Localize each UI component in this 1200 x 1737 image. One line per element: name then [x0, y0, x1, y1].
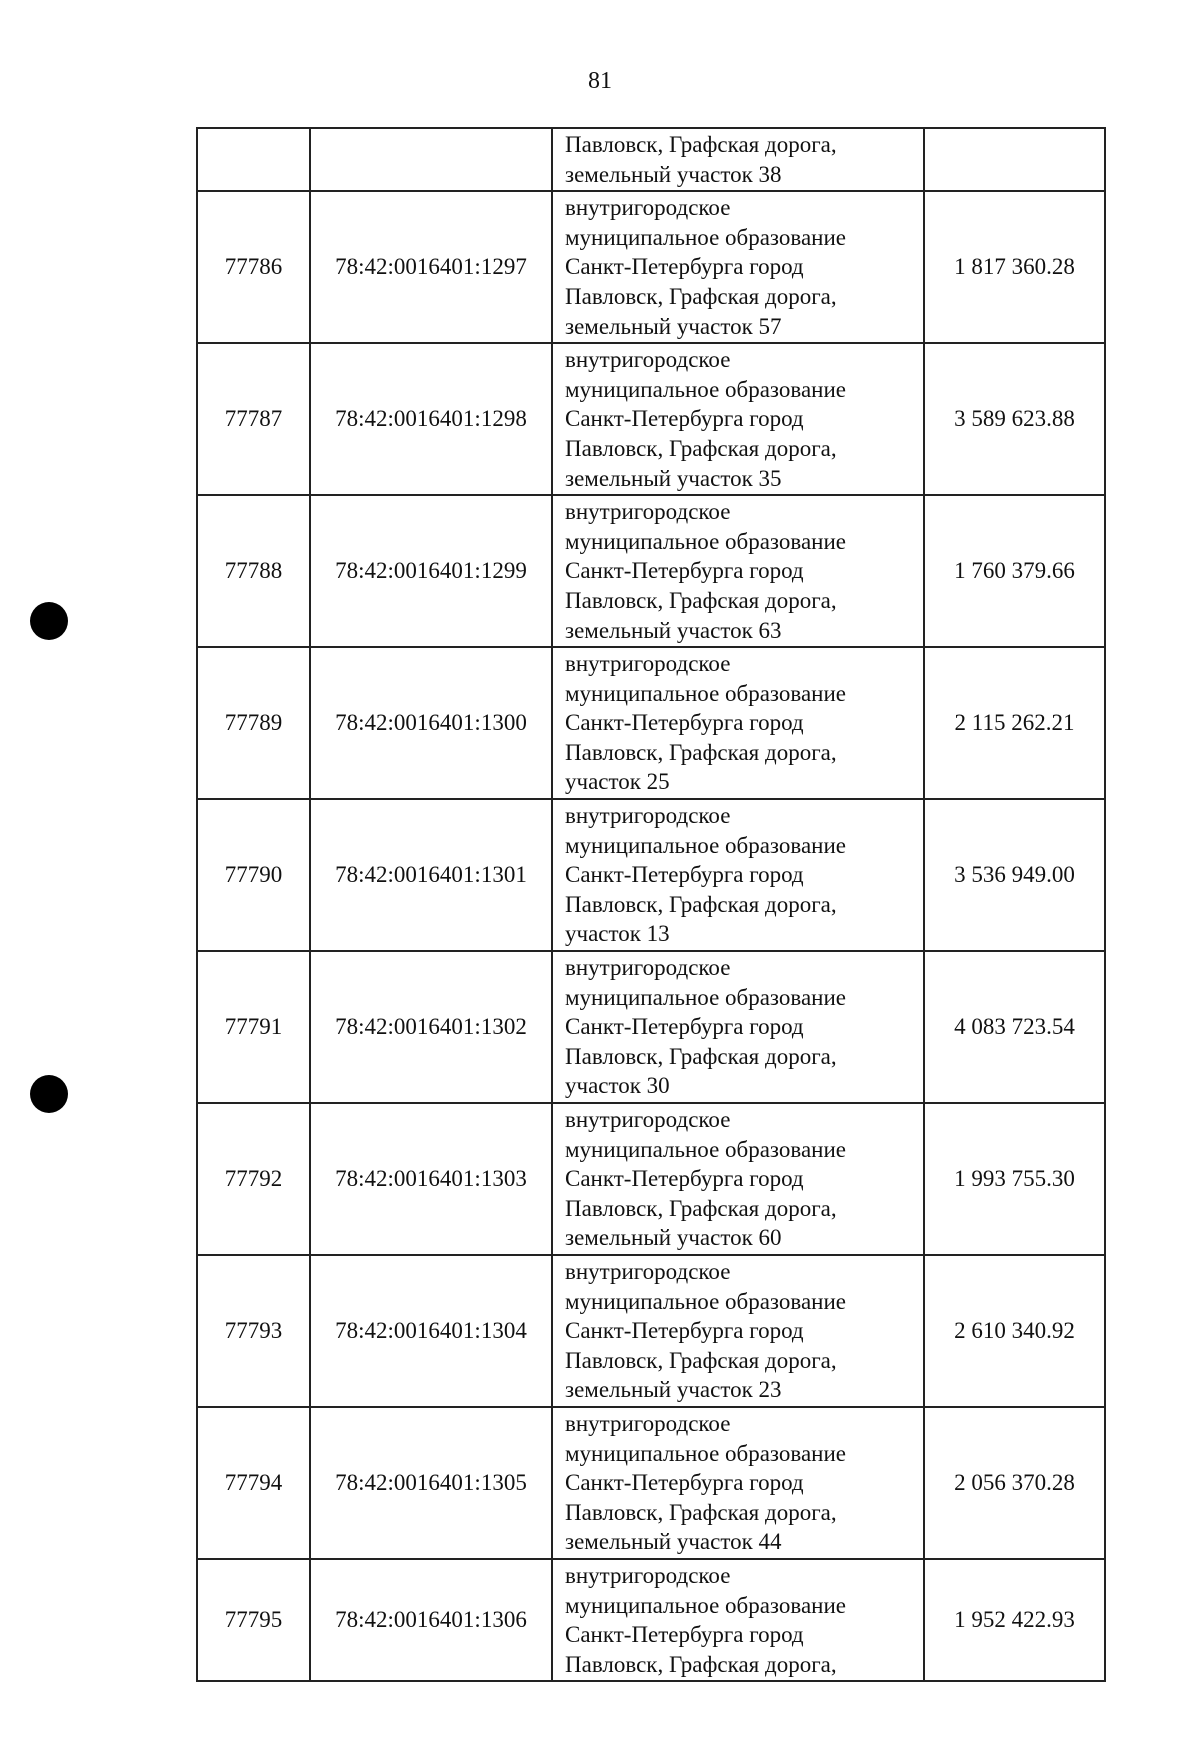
address-cell	[552, 191, 924, 343]
address-line: муниципальное образование	[565, 1592, 846, 1618]
address-line: внутригородское	[565, 803, 731, 829]
address-line: земельный участок 23	[565, 1377, 782, 1403]
punch-hole	[30, 602, 68, 640]
cadastral-number-cell: 78:42:0016401:1301	[310, 799, 552, 951]
punch-hole	[30, 1075, 68, 1113]
address-line: муниципальное образование	[565, 680, 846, 706]
record-number-cell: 77795	[197, 1559, 310, 1681]
address-line: муниципальное образование	[565, 1288, 846, 1314]
cadastral-value-cell: 3 589 623.88	[924, 343, 1105, 495]
address-line: Санкт-Петербурга город	[565, 710, 804, 736]
address-line: Павловск, Графская дорога,	[565, 1651, 837, 1677]
address-line: внутригородское	[565, 955, 731, 981]
cadastral-number-cell: 78:42:0016401:1302	[310, 951, 552, 1103]
address-line: внутригородское	[565, 195, 731, 221]
cadastral-number-cell: 78:42:0016401:1303	[310, 1103, 552, 1255]
address-line: Павловск, Графская дорога,	[565, 132, 837, 157]
address-line: муниципальное образование	[565, 1136, 846, 1162]
address-cell	[552, 951, 924, 1103]
address-line: Павловск, Графская дорога,	[565, 587, 837, 613]
table-row	[197, 495, 1105, 647]
address-cell	[552, 128, 924, 191]
record-number-cell: 77794	[197, 1407, 310, 1559]
table-row	[197, 1103, 1105, 1255]
cadastral-number-cell	[310, 128, 552, 191]
address-line: Павловск, Графская дорога,	[565, 435, 837, 461]
record-number-cell: 77790	[197, 799, 310, 951]
address-line: земельный участок 44	[565, 1529, 782, 1555]
address-line: Санкт-Петербурга город	[565, 1470, 804, 1496]
cadastral-value-cell: 4 083 723.54	[924, 951, 1105, 1103]
cadastral-value-cell: 3 536 949.00	[924, 799, 1105, 951]
address-line: Санкт-Петербурга город	[565, 254, 804, 280]
record-number-cell: 77792	[197, 1103, 310, 1255]
cadastral-number-cell: 78:42:0016401:1298	[310, 343, 552, 495]
table-row	[197, 343, 1105, 495]
address-line: Павловск, Графская дорога,	[565, 1195, 837, 1221]
page-number: 81	[588, 68, 612, 94]
address-line: участок 30	[565, 1073, 670, 1099]
record-number-cell: 77787	[197, 343, 310, 495]
address-cell	[552, 495, 924, 647]
address-line: земельный участок 35	[565, 465, 782, 491]
record-number-cell: 77786	[197, 191, 310, 343]
address-line: внутригородское	[565, 499, 731, 525]
address-line: Павловск, Графская дорога,	[565, 739, 837, 765]
address-cell	[552, 1407, 924, 1559]
address-line: внутригородское	[565, 1562, 731, 1588]
cadastral-value-cell: 2 056 370.28	[924, 1407, 1105, 1559]
cadastral-value-cell: 1 817 360.28	[924, 191, 1105, 343]
address-line: Санкт-Петербурга город	[565, 1166, 804, 1192]
address-line: Санкт-Петербурга город	[565, 1318, 804, 1344]
cadastral-value-cell	[924, 128, 1105, 191]
address-line: Павловск, Графская дорога,	[565, 1043, 837, 1069]
address-line: муниципальное образование	[565, 832, 846, 858]
address-line: земельный участок 38	[565, 161, 782, 187]
cadastral-number-cell: 78:42:0016401:1306	[310, 1559, 552, 1681]
address-line: муниципальное образование	[565, 376, 846, 402]
address-line: муниципальное образование	[565, 224, 846, 250]
address-line: земельный участок 60	[565, 1225, 782, 1251]
cadastral-number-cell: 78:42:0016401:1305	[310, 1407, 552, 1559]
cadastral-value-cell: 2 115 262.21	[924, 647, 1105, 799]
address-line: Санкт-Петербурга город	[565, 406, 804, 432]
table-body	[197, 128, 1105, 1681]
address-line: внутригородское	[565, 651, 731, 677]
address-line: участок 13	[565, 921, 670, 947]
address-line: Санкт-Петербурга город	[565, 1014, 804, 1040]
address-cell	[552, 1255, 924, 1407]
land-plot-table	[196, 127, 1106, 1682]
address-line: муниципальное образование	[565, 984, 846, 1010]
address-cell	[552, 799, 924, 951]
record-number-cell: 77789	[197, 647, 310, 799]
address-cell	[552, 1103, 924, 1255]
record-number-cell: 77793	[197, 1255, 310, 1407]
address-cell	[552, 1559, 924, 1681]
cadastral-number-cell: 78:42:0016401:1304	[310, 1255, 552, 1407]
table-row	[197, 128, 1105, 191]
table-row	[197, 647, 1105, 799]
record-number-cell	[197, 128, 310, 191]
address-line: участок 25	[565, 769, 670, 795]
table-row	[197, 1407, 1105, 1559]
table-row	[197, 799, 1105, 951]
address-line: внутригородское	[565, 1410, 731, 1436]
table-row	[197, 951, 1105, 1103]
address-line: Павловск, Графская дорога,	[565, 283, 837, 309]
address-line: муниципальное образование	[565, 1440, 846, 1466]
address-line: внутригородское	[565, 1107, 731, 1132]
address-line: внутригородское	[565, 347, 731, 373]
cadastral-number-cell: 78:42:0016401:1300	[310, 647, 552, 799]
address-line: Санкт-Петербурга город	[565, 862, 804, 888]
address-line: Павловск, Графская дорога,	[565, 1347, 837, 1373]
address-cell	[552, 343, 924, 495]
address-cell	[552, 647, 924, 799]
address-line: внутригородское	[565, 1258, 731, 1284]
cadastral-value-cell: 1 952 422.93	[924, 1559, 1105, 1681]
address-line: Санкт-Петербурга город	[565, 1622, 804, 1648]
table-row	[197, 1255, 1105, 1407]
address-line: Павловск, Графская дорога,	[565, 1499, 837, 1525]
record-number-cell: 77788	[197, 495, 310, 647]
cadastral-value-cell: 2 610 340.92	[924, 1255, 1105, 1407]
address-line: Санкт-Петербурга город	[565, 558, 804, 584]
cadastral-number-cell: 78:42:0016401:1297	[310, 191, 552, 343]
address-line: Павловск, Графская дорога,	[565, 891, 837, 917]
address-line: земельный участок 57	[565, 313, 782, 339]
table-row	[197, 1559, 1105, 1681]
cadastral-value-cell: 1 760 379.66	[924, 495, 1105, 647]
address-line: муниципальное образование	[565, 528, 846, 554]
record-number-cell: 77791	[197, 951, 310, 1103]
address-line: земельный участок 63	[565, 617, 782, 643]
table-row	[197, 191, 1105, 343]
cadastral-value-cell: 1 993 755.30	[924, 1103, 1105, 1255]
cadastral-number-cell: 78:42:0016401:1299	[310, 495, 552, 647]
